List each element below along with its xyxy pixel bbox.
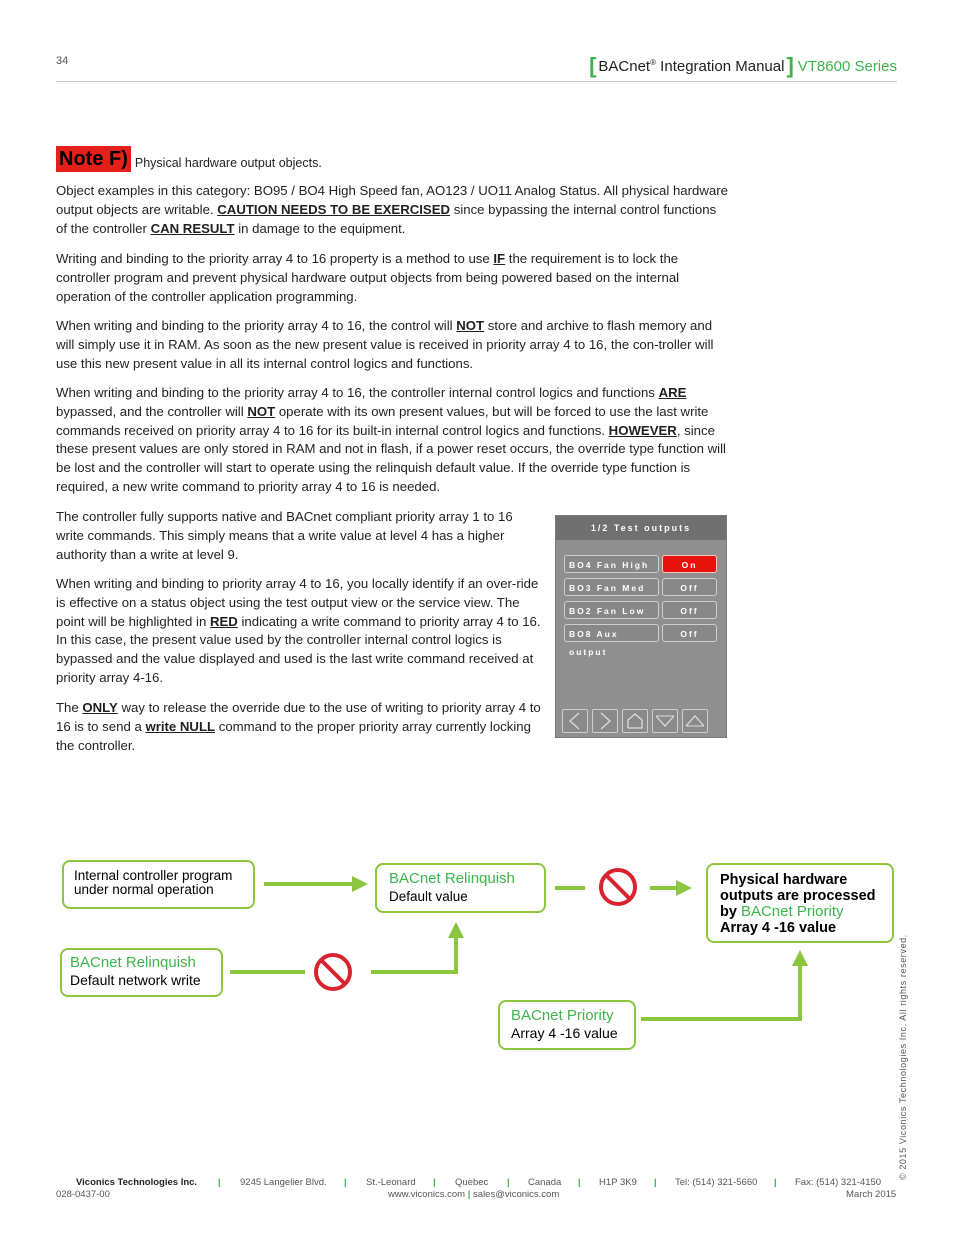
paragraph-flash-memory: When writing and binding to the priority array 4 to 16, the control will NOT store and archive to flash memory and will simply use it in RAM. As soon as the new present value is received in priority array 4 to 16, the con-troller will use this new present value in all its internal control logics and functions. <box>56 318 714 371</box>
note-subtitle: Physical hardware output objects. <box>134 156 322 170</box>
connector-write-to-relinquish <box>230 930 456 972</box>
output-label: BO3 Fan Med <box>564 578 659 596</box>
footer-country: Canada <box>528 1177 562 1188</box>
footer-separator: | <box>218 1177 221 1188</box>
footer-separator: | <box>507 1177 510 1188</box>
screen-title: 1/2 Test outputs <box>556 516 726 540</box>
output-state-button[interactable]: Off <box>662 601 717 619</box>
footer-separator: | <box>433 1177 436 1188</box>
paragraph-bypassed: When writing and binding to the priority array 4 to 16, the controller internal control logics and functions ARE bypassed, and the controller will NOT operate with its own present values, but will be forced to use the last write commands received on priority array 4 to 16 for its built-in internal control logics and functions. HOWEVER, since these present values are only stored in RAM and not in flash, if a power reset occurs, the override type function will be lost and the controller will start to operate using the relinquish default value. If the override type function is required, a new write command to priority array 4 to 16 is needed. <box>56 385 726 494</box>
output-label: BO8 Aux output <box>564 624 659 642</box>
output-state-button[interactable]: Off <box>662 578 717 596</box>
footer-company: Viconics Technologies Inc. <box>76 1177 198 1188</box>
output-label: BO2 Fan Low <box>564 601 659 619</box>
relinquish-default-box: BACnet Relinquish Default value <box>375 863 546 913</box>
footer-date: March 2015 <box>846 1189 897 1200</box>
footer-tel: Tel: (514) 321-5660 <box>675 1177 758 1188</box>
footer-separator: | <box>774 1177 777 1188</box>
paragraph-release-override: The ONLY way to release the override due to the use of writing to priority array 4 to 16 is to send a write NULL command to the proper priority array currently locking the controller. <box>56 700 541 753</box>
footer-separator: | <box>344 1177 347 1188</box>
bracket-open: [ <box>589 53 597 78</box>
stop-icon <box>316 955 350 989</box>
copyright-notice: © 2015 Viconics Technologies Inc. All rights reserved. <box>898 934 908 1180</box>
footer-postal: H1P 3K9 <box>599 1177 637 1188</box>
footer-fax: Fax: (514) 321-4150 <box>795 1177 882 1188</box>
manual-title: BACnet® Integration Manual <box>598 57 785 75</box>
output-state-button[interactable]: Off <box>662 624 717 642</box>
page-number: 34 <box>56 55 69 67</box>
output-label: BO4 Fan High <box>564 555 659 573</box>
footer-doc-number: 028-0437-00 <box>56 1189 110 1200</box>
internal-program-box: Internal controller program under normal operation <box>62 860 255 909</box>
footer-address: 9245 Langelier Blvd. <box>240 1177 327 1188</box>
footer-contact: www.viconics.com | sales@viconics.com <box>388 1189 560 1200</box>
paragraph-writing-binding: Writing and binding to the priority array 4 to 16 property is a method to use IF the requirement is to lock the controller program and prevent physical hardware output objects from being powered based on the internal operation of the controller application programming. <box>56 251 680 304</box>
relinquish-write-box: BACnet Relinquish Default network write <box>60 948 223 997</box>
footer-email-link[interactable]: sales@viconics.com <box>473 1189 560 1200</box>
series-title: VT8600 Series <box>797 57 897 75</box>
physical-output-box: Physical hardware outputs are processed by BACnet Priority Array 4 -16 value <box>706 863 894 943</box>
bracket-close: ] <box>786 53 794 78</box>
footer-province: Quebec <box>455 1177 489 1188</box>
stop-icon <box>601 870 635 904</box>
paragraph-priority-support: The controller fully supports native and BACnet compliant priority array 1 to 16 write commands. This simply means that a write value at level 4 has a higher authority than a write at level 9. <box>56 509 513 562</box>
footer-separator: | <box>578 1177 581 1188</box>
connector-priority-to-physical <box>641 958 800 1019</box>
output-state-button[interactable]: On <box>662 555 717 573</box>
footer-website-link[interactable]: www.viconics.com <box>388 1189 466 1200</box>
footer-city: St.-Leonard <box>366 1177 416 1188</box>
paragraph-override-red: When writing and binding to priority array 4 to 16, you locally identify if an over-ride is effective on a status object using the test output view or the service view. The point will be highlighted in RED indicating a write command to priority array 4 to 16. In this case, the present value used by the controller internal control logics is bypassed and the value displayed and used is the last write command received at priority array 4-16. <box>56 576 541 685</box>
note-badge: Note F) <box>56 146 131 172</box>
footer-separator: | <box>654 1177 657 1188</box>
priority-array-box: BACnet Priority Array 4 -16 value <box>498 1000 636 1050</box>
paragraph-object-examples: Object examples in this category: BO95 / BO4 High Speed fan, AO123 / UO11 Analog Status. All physical hardware output objects are writable. CAUTION NEEDS TO BE EXERCISED since bypassing the internal control functions of the controller CAN RESULT in damage to the equipment. <box>56 183 728 236</box>
